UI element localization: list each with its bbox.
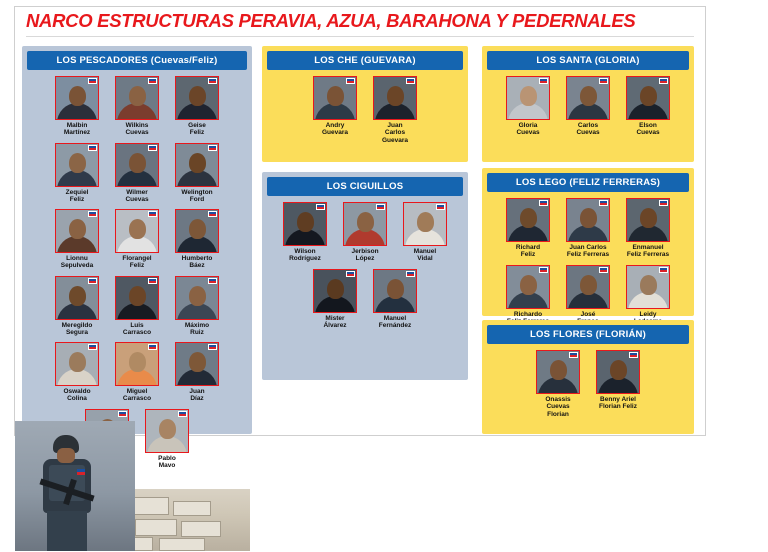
person-card <box>49 143 105 204</box>
flag-icon <box>88 78 97 84</box>
person-name: Florangel Feliz <box>122 255 152 270</box>
person-card <box>337 202 393 263</box>
person-name: Benny Ariel Florian Feliz <box>599 396 637 411</box>
mugshot-photo <box>55 76 99 120</box>
flag-icon <box>406 271 415 277</box>
person-card <box>397 202 453 263</box>
flag-icon <box>208 145 217 151</box>
person-card <box>307 269 363 330</box>
person-card <box>49 209 105 270</box>
person-card <box>169 276 225 337</box>
flag-icon <box>346 78 355 84</box>
person-name: Wilson Rodríguez <box>289 248 321 263</box>
mugshot-photo <box>566 76 610 120</box>
person-card <box>277 202 333 263</box>
mugshot-photo <box>313 76 357 120</box>
person-grid-los-santa <box>482 70 694 147</box>
mugshot-photo <box>175 76 219 120</box>
person-grid-los-che <box>262 70 468 154</box>
person-card <box>109 276 165 337</box>
flag-icon <box>599 200 608 206</box>
person-card <box>169 143 225 204</box>
panel-heading: LOS SANTA (GLORIA) <box>487 51 689 70</box>
person-card <box>530 350 586 418</box>
person-card <box>500 265 556 326</box>
flag-icon <box>148 278 157 284</box>
mugshot-photo <box>506 265 550 309</box>
panel-heading: LOS FLORES (FLORIÁN) <box>487 325 689 344</box>
person-card <box>109 76 165 137</box>
seizure-photo-collage <box>15 421 250 551</box>
person-name: Oswaldo Colina <box>63 388 91 403</box>
panel-los-ciguillos <box>262 172 468 380</box>
flag-icon <box>148 78 157 84</box>
title-divider <box>26 36 694 37</box>
person-name: Mister Álvarez <box>323 314 347 329</box>
flag-icon <box>208 344 217 350</box>
mugshot-photo <box>626 76 670 120</box>
person-grid-los-lego <box>482 192 694 335</box>
person-name: Humberto Báez <box>181 255 213 270</box>
person-grid-los-ciguillos <box>262 196 468 339</box>
mugshot-photo <box>115 76 159 120</box>
person-card <box>367 269 423 330</box>
flag-icon <box>659 78 668 84</box>
flag-icon <box>88 344 97 350</box>
person-name: Juan Díaz <box>189 388 205 403</box>
mugshot-photo <box>403 202 447 246</box>
flag-icon <box>539 78 548 84</box>
flag-icon <box>659 200 668 206</box>
person-card <box>560 76 616 137</box>
person-name: Manuel Vidal <box>413 248 437 263</box>
mugshot-photo <box>343 202 387 246</box>
mugshot-photo <box>115 342 159 386</box>
person-name: Máximo Ruiz <box>184 321 210 336</box>
mugshot-photo <box>596 350 640 394</box>
mugshot-photo <box>115 143 159 187</box>
person-name: Richard Feliz <box>515 244 541 259</box>
person-name: Geise Feliz <box>188 122 206 137</box>
flag-icon <box>659 267 668 273</box>
person-name: Leidy <box>639 310 657 318</box>
person-card <box>620 76 676 137</box>
person-card <box>49 342 105 403</box>
person-card <box>620 265 676 326</box>
mugshot-photo <box>115 209 159 253</box>
person-card <box>560 198 616 259</box>
flag-icon <box>88 278 97 284</box>
panel-heading: LOS PESCADORES (Cuevas/Feliz) <box>27 51 247 70</box>
flag-icon <box>88 145 97 151</box>
panel-los-lego <box>482 168 694 316</box>
mugshot-photo <box>313 269 357 313</box>
panel-heading: LOS LEGO (FELIZ FERRERAS) <box>487 173 689 192</box>
mugshot-photo <box>626 265 670 309</box>
panel-heading: LOS CHE (GUEVARA) <box>267 51 463 70</box>
mugshot-photo <box>283 202 327 246</box>
flag-icon <box>88 211 97 217</box>
flag-icon <box>208 211 217 217</box>
mugshot-photo <box>536 350 580 394</box>
person-name: Luis Carrasco <box>122 321 152 336</box>
person-card <box>620 198 676 259</box>
flag-icon <box>599 267 608 273</box>
flag-icon <box>178 411 187 417</box>
person-name: Jerbison López <box>351 248 379 263</box>
panel-los-che <box>262 46 468 162</box>
flag-icon <box>316 204 325 210</box>
person-grid-los-pescadores <box>22 70 252 479</box>
flag-icon <box>539 267 548 273</box>
person-name: Juan Carlos Guevara <box>381 122 409 144</box>
person-card <box>109 342 165 403</box>
mugshot-photo <box>115 276 159 320</box>
person-card <box>109 209 165 270</box>
person-card <box>169 342 225 403</box>
flag-icon <box>406 78 415 84</box>
mugshot-photo <box>506 198 550 242</box>
person-name: Pablo Mavo <box>158 454 176 469</box>
person-name: Zequiel Feliz <box>65 188 89 203</box>
flag-icon <box>346 271 355 277</box>
flag-icon <box>599 78 608 84</box>
flag-patch-icon <box>77 469 85 475</box>
person-name: Manuel Fernández <box>378 314 412 329</box>
person-name: Andry Guevara <box>321 122 349 137</box>
person-card <box>307 76 363 144</box>
panel-los-flores <box>482 320 694 434</box>
flag-icon <box>208 78 217 84</box>
flag-icon <box>148 145 157 151</box>
mugshot-photo <box>566 198 610 242</box>
person-name: Elson Cuevas <box>636 122 660 137</box>
person-card <box>590 350 646 418</box>
person-card <box>49 276 105 337</box>
person-name: Carlos Cuevas <box>576 122 600 137</box>
page-title: NARCO ESTRUCTURAS PERAVIA, AZUA, BARAHONA Y PEDERNALES <box>26 10 636 31</box>
mugshot-photo <box>55 342 99 386</box>
person-name: Onassis Cuevas Florian <box>545 396 571 418</box>
person-card <box>500 76 556 137</box>
person-card <box>169 76 225 137</box>
person-name: Enmanuel Feliz Ferreras <box>626 244 670 259</box>
person-grid-los-flores <box>482 344 694 428</box>
person-name: Miguel Carrasco <box>122 388 152 403</box>
person-name: Malbin Martínez <box>63 122 91 137</box>
person-card <box>49 76 105 137</box>
person-card <box>500 198 556 259</box>
panel-heading: LOS CIGUILLOS <box>267 177 463 196</box>
person-name: Lionnu Sepulveda <box>60 255 94 270</box>
flag-icon <box>118 411 127 417</box>
mugshot-photo <box>373 269 417 313</box>
soldier-figure <box>37 435 99 551</box>
mugshot-photo <box>55 143 99 187</box>
flag-icon <box>148 211 157 217</box>
flag-icon <box>208 278 217 284</box>
person-card <box>560 265 616 326</box>
person-name: Wilmer Cuevas <box>125 188 149 203</box>
mugshot-photo <box>566 265 610 309</box>
person-name: Meregildo Segura <box>61 321 93 336</box>
person-name: José <box>580 310 596 318</box>
person-name: Gloria Cuevas <box>516 122 540 137</box>
mugshot-photo <box>506 76 550 120</box>
panel-los-pescadores <box>22 46 252 469</box>
flag-icon <box>436 204 445 210</box>
mugshot-photo <box>55 209 99 253</box>
person-name: Juan Carlos Feliz Ferreras <box>566 244 610 259</box>
mugshot-photo <box>55 276 99 320</box>
mugshot-photo <box>175 143 219 187</box>
mugshot-photo <box>175 276 219 320</box>
person-card <box>109 143 165 204</box>
person-name: Richardo <box>513 310 543 318</box>
mugshot-photo <box>175 342 219 386</box>
mugshot-photo <box>626 198 670 242</box>
panel-los-santa <box>482 46 694 162</box>
person-name: Wilkins Cuevas <box>125 122 149 137</box>
flag-icon <box>376 204 385 210</box>
flag-icon <box>148 344 157 350</box>
flag-icon <box>569 352 578 358</box>
person-name: Welington Ford <box>181 188 213 203</box>
person-card <box>367 76 423 144</box>
mugshot-photo <box>175 209 219 253</box>
flag-icon <box>539 200 548 206</box>
flag-icon <box>629 352 638 358</box>
soldier-photo <box>15 421 135 551</box>
mugshot-photo <box>373 76 417 120</box>
person-card <box>169 209 225 270</box>
